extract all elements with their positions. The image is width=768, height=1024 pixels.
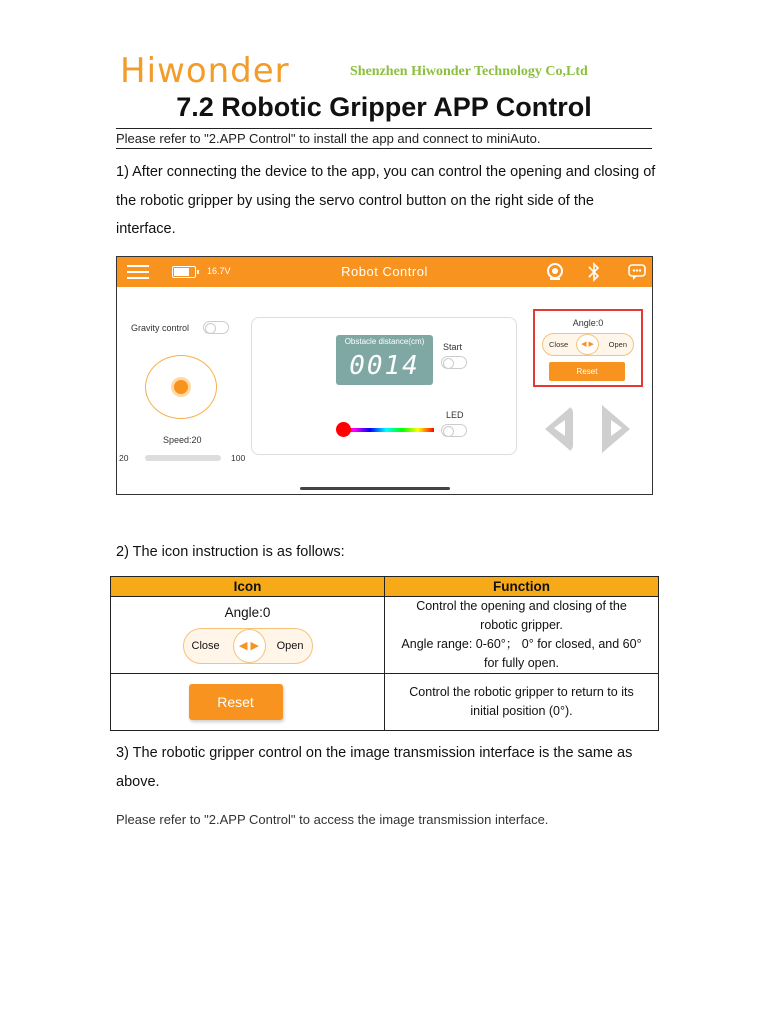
function-line: for fully open. — [483, 656, 560, 670]
led-color-knob[interactable] — [336, 422, 351, 437]
led-color-slider[interactable] — [338, 428, 434, 432]
divider — [116, 148, 652, 149]
page-title: 7.2 Robotic Gripper APP Control — [176, 92, 592, 122]
servo-arrows-icon[interactable]: ◀ ▶ — [576, 334, 599, 355]
distance-value: 0014 — [349, 351, 420, 381]
speed-slider-max: 100 — [231, 453, 246, 463]
function-line: robotic gripper. — [480, 618, 563, 632]
logo-text: Hiwonder — [120, 51, 290, 91]
speed-label: Speed:20 — [163, 435, 202, 445]
joystick-knob[interactable] — [171, 377, 191, 397]
function-line: Control the robotic gripper to return to its — [409, 685, 634, 699]
servo-close-label[interactable]: Close — [549, 340, 569, 349]
angle-label: Angle:0 — [224, 605, 271, 620]
right-arrow-icon — [611, 420, 622, 436]
servo-open-label[interactable]: Open — [608, 340, 627, 349]
hiwonder-logo — [120, 51, 290, 91]
gravity-control-toggle[interactable] — [203, 321, 229, 334]
icon-table — [110, 576, 659, 731]
closing-note: Please refer to "2.APP Control" to access the image transmission interface. — [116, 812, 549, 827]
table-row — [111, 597, 659, 674]
open-label: Open — [276, 640, 304, 652]
servo-reset-button[interactable]: Reset — [549, 362, 625, 381]
step-1-text: 1) After connecting the device to the app, you can control the opening and closing of the robotic gripper by using the servo control button on the right side of the interface. — [116, 164, 656, 237]
table-header-function: Function — [385, 577, 659, 597]
led-toggle[interactable] — [441, 424, 467, 437]
battery-voltage: 16.7V — [207, 266, 231, 276]
function-line: Angle range: 0-60°； 0° for closed, and 60° — [401, 637, 642, 651]
servo-control[interactable] — [542, 333, 634, 356]
function-line: initial position (0°). — [470, 704, 573, 718]
start-label: Start — [443, 342, 463, 352]
app-top-bar — [117, 257, 652, 287]
function-line: Control the opening and closing of the — [416, 599, 627, 613]
close-label: Close — [191, 640, 220, 652]
led-label: LED — [446, 410, 464, 420]
step-2-text: 2) The icon instruction is as follows: — [116, 544, 345, 560]
icon-cell — [111, 674, 385, 731]
function-cell — [385, 674, 659, 731]
sensor-panel — [251, 317, 517, 455]
start-toggle[interactable] — [441, 356, 467, 369]
table-header-icon: Icon — [111, 577, 385, 597]
speed-slider-min: 20 — [119, 453, 129, 463]
gravity-control-label: Gravity control — [131, 323, 190, 333]
bluetooth-icon[interactable] — [587, 262, 601, 288]
intro-note: Please refer to "2.APP Control" to install the app and connect to miniAuto. — [116, 131, 541, 146]
distance-display — [336, 335, 433, 385]
speed-slider[interactable] — [145, 455, 221, 461]
chat-icon[interactable] — [627, 262, 647, 288]
servo-control-highlight — [533, 309, 643, 387]
servo-angle-label: Angle:0 — [572, 318, 604, 328]
company-name: Shenzhen Hiwonder Technology Co,Ltd — [350, 64, 588, 79]
divider — [116, 128, 652, 129]
table-row — [111, 674, 659, 731]
app-title: Robot Control — [341, 264, 428, 279]
reset-button-sample: Reset — [189, 684, 283, 720]
step-3-text: 3) The robotic gripper control on the image transmission interface is the same as above. — [116, 745, 633, 790]
function-cell — [385, 597, 659, 674]
left-arrow-icon — [554, 420, 565, 436]
joystick[interactable] — [145, 355, 217, 419]
distance-label: Obstacle distance(cm) — [344, 337, 425, 346]
icon-cell — [111, 597, 385, 674]
app-screenshot — [116, 256, 653, 495]
home-indicator — [300, 487, 450, 490]
servo-control-sample — [183, 628, 313, 664]
camera-icon[interactable] — [545, 262, 565, 288]
arrows-icon: ◀ ▶ — [233, 629, 266, 663]
